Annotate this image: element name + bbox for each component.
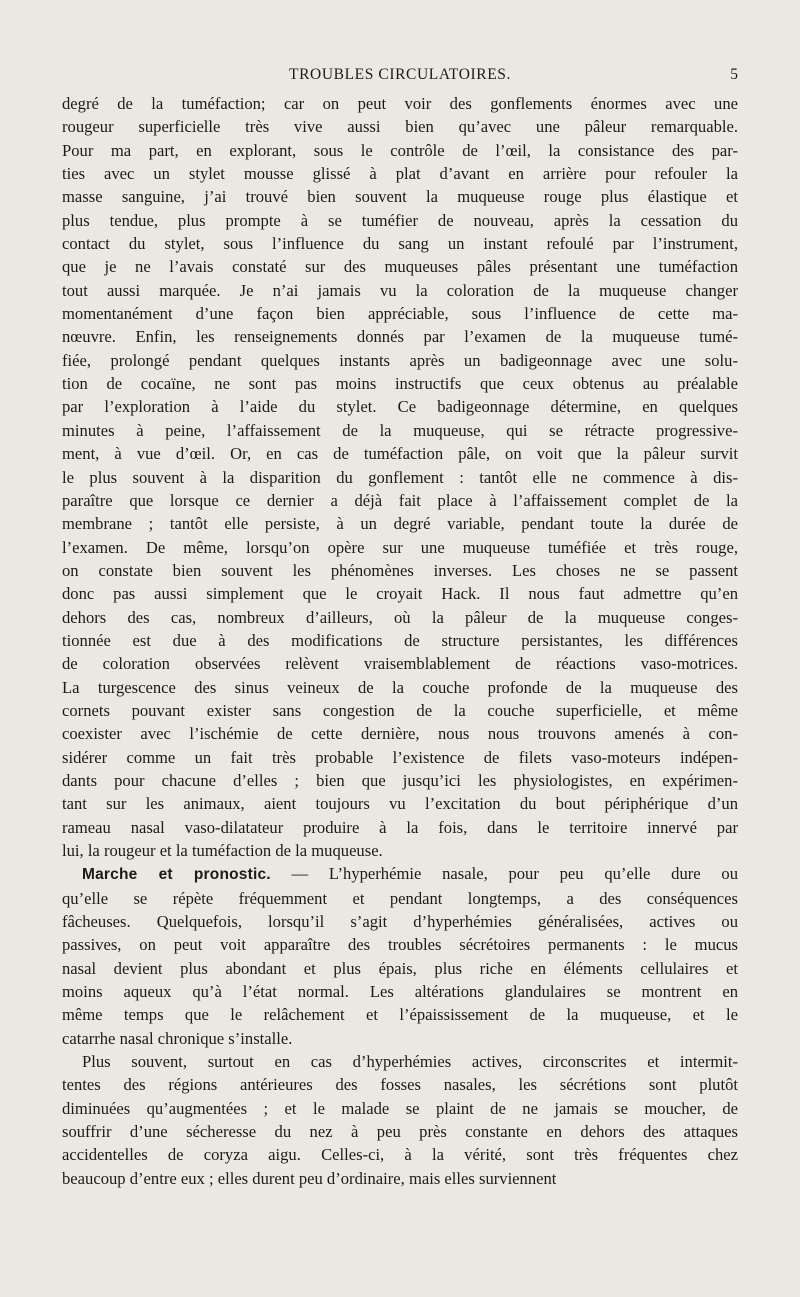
text-line: fiée, prolongé pendant quelques instants après un badigeonnage avec une solu-	[62, 350, 738, 370]
text-line: La turgescence des sinus veineux de la couche profonde de la muqueuse des	[62, 677, 738, 697]
text-line: accidentelles de coryza aigu. Celles-ci, à la vérité, sont très fréquentes chez	[62, 1145, 738, 1165]
text-line: Plus souvent, surtout en cas d’hyperhémies actives, circonscrites et intermit-	[82, 1052, 738, 1072]
text-line: nœuvre. Enfin, les renseignements donnés par l’examen de la muqueuse tumé-	[62, 327, 738, 347]
text-line: le plus souvent à la disparition du gonflement : tantôt elle ne commence à dis-	[62, 467, 738, 487]
running-head-title: TROUBLES CIRCULATOIRES.	[289, 66, 511, 83]
text-line: l’examen. De même, lorsqu’on opère sur une muqueuse tuméfiée et très rouge,	[62, 537, 738, 557]
text-line: minutes à peine, l’affaissement de la muqueuse, qui se rétracte progressive-	[62, 420, 738, 440]
text-line: catarrhe nasal chronique s’installe.	[62, 1028, 293, 1048]
text-line: on constate bien souvent les phénomènes inverses. Les choses ne se passent	[62, 560, 738, 580]
text-line: degré de la tuméfaction; car on peut voir des gonflements énormes avec une	[62, 94, 738, 113]
text-line: Pour ma part, en explorant, sous le contrôle de l’œil, la consistance des par-	[62, 140, 738, 160]
text-line: sidérer comme un fait très probable l’existence de filets vaso-moteurs indépen-	[62, 747, 738, 767]
text-line: diminuées qu’augmentées ; et le malade se plaint de ne jamais se moucher, de	[62, 1098, 738, 1118]
page-number: 5	[730, 66, 738, 83]
text-line: cornets pouvant exister sans congestion de la couche superficielle, et même	[62, 700, 738, 720]
text-line: tion de cocaïne, ne sont pas moins instructifs que ceux obtenus au préalable	[62, 374, 738, 394]
text-line	[62, 862, 738, 886]
text-line: tout aussi marquée. Je n’ai jamais vu la coloration de la muqueuse changer	[62, 280, 738, 300]
paragraph-marche-pronostic	[62, 862, 738, 1050]
text-line: momentanément d’une façon bien appréciable, sous l’influence de cette ma-	[62, 304, 738, 324]
section-heading: Marche et pronostic.	[82, 866, 271, 884]
book-page	[62, 62, 738, 1190]
text-line: tentes des régions antérieures des fosses nasales, les sécrétions sont plutôt	[62, 1075, 738, 1095]
text-line: par l’exploration à l’aide du stylet. Ce badigeonnage détermine, en quelques	[62, 397, 738, 417]
text-line: dants pour chacune d’elles ; bien que jusqu’ici les physiologistes, en expérimen-	[62, 770, 738, 790]
text-line: membrane ; tantôt elle persiste, à un degré variable, pendant toute la durée de	[62, 514, 738, 534]
text-line: rougeur superficielle très vive aussi bien qu’avec une pâleur remarquable.	[62, 117, 738, 137]
heading-continuation: — L’hyperhémie nasale, pour peu qu’elle dure ou	[270, 864, 738, 884]
text-line: coexister avec l’ischémie de cette dernière, nous nous trouvons amenés à con-	[62, 724, 738, 744]
text-line: que je ne l’avais constaté sur des muqueuses pâles présentant une tuméfaction	[62, 257, 738, 277]
text-line: rameau nasal vaso-dilatateur produire à la fois, dans le territoire innervé par	[62, 817, 738, 837]
text-line: paraître que lorsque ce dernier a déjà fait place à l’affaissement complet de la	[62, 490, 738, 510]
text-line: contact du stylet, sous l’influence du sang un instant refoulé par l’instrument,	[62, 234, 738, 254]
paragraph-secretions	[62, 1050, 738, 1190]
text-line: nasal devient plus abondant et plus épais, plus riche en éléments cellulaires et	[62, 958, 738, 978]
text-line: même temps que le relâchement et l’épaississement de la muqueuse, et le	[62, 1005, 738, 1025]
text-line: ties avec un stylet mousse glissé à plat d’avant en arrière pour refouler la	[62, 164, 738, 184]
running-head	[62, 62, 738, 88]
text-line: ment, à vue d’œil. Or, en cas de tuméfaction pâle, on voit que la pâleur survit	[62, 444, 738, 464]
text-line: masse sanguine, j’ai trouvé bien souvent la muqueuse rouge plus élastique et	[62, 187, 738, 207]
text-line: dehors des cas, nombreux d’ailleurs, où la pâleur de la muqueuse conges-	[62, 607, 738, 627]
text-line: plus tendue, plus prompte à se tuméfier de nouveau, après la cessation du	[62, 210, 738, 230]
text-line: moins aqueux qu’à l’état normal. Les altérations glandulaires se montrent en	[62, 982, 738, 1002]
text-line: souffrir d’une sécheresse du nez à peu près constante en dehors des attaques	[62, 1122, 738, 1142]
paragraph-marche-body	[62, 887, 738, 1050]
text-line: qu’elle se répète fréquemment et pendant longtemps, a des conséquences	[62, 888, 738, 908]
text-line: tionnée est due à des modifications de structure persistantes, les différences	[62, 630, 738, 650]
paragraph-circulation	[62, 92, 738, 862]
text-line: lui, la rougeur et la tuméfaction de la muqueuse.	[62, 841, 383, 860]
text-line: fâcheuses. Quelquefois, lorsqu’il s’agit d’hyperhémies généralisées, actives ou	[62, 912, 738, 932]
body-text	[62, 92, 738, 1190]
text-line: beaucoup d’entre eux ; elles durent peu d’ordinaire, mais elles surviennent	[62, 1168, 557, 1188]
text-line: donc pas aussi simplement que le croyait Hack. Il nous faut admettre qu’en	[62, 584, 738, 604]
text-line: tant sur les animaux, aient toujours vu l’excitation du bout périphérique d’un	[62, 794, 738, 814]
text-line: de coloration observées relèvent vraisemblablement de réactions vaso-motrices.	[62, 654, 738, 674]
text-line: passives, on peut voit apparaître des troubles sécrétoires permanents : le mucus	[62, 935, 738, 955]
